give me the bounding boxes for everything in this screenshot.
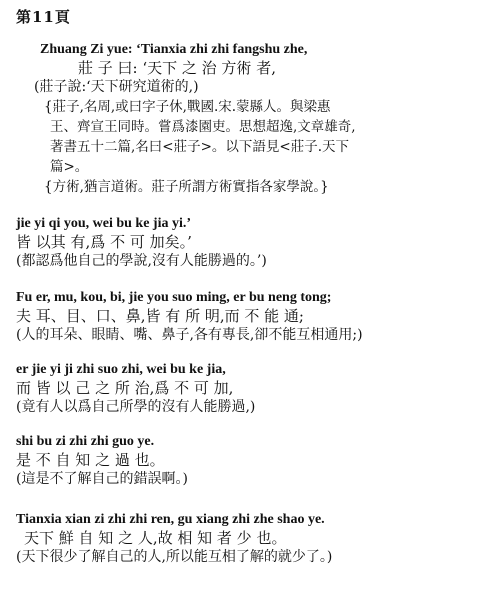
paraphrase-line: (天下很少了解自己的人,所以能互相了解的就少了。) [16,549,333,565]
chinese-line: 而 皆 以 己 之 所 治,爲 不 可 加, [16,379,234,397]
passage-block-2 [0,214,500,271]
gloss-note-line: 王、齊宣王同時。嘗爲漆園吏。思想超逸,文章雄奇, [50,119,356,135]
chinese-line: 莊 子 曰: ‘天下 之 治 方術 者, [78,59,276,77]
chinese-line: 是 不 自 知 之 過 也。 [16,451,165,469]
paraphrase-line: (竟有人以爲自己所學的沒有人能勝過,) [16,399,256,415]
paraphrase-line: (都認爲他自己的學說,沒有人能勝過的。’) [16,253,267,269]
paraphrase-line: (莊子說:‘天下研究道術的,) [34,79,199,95]
chinese-line: 天下 鮮 自 知 之 人,故 相 知 者 少 也。 [24,529,287,547]
romanization-line: shi bu zi zhi zhi guo ye. [16,434,155,449]
gloss-note-line: {方術,猶言道術。莊子所謂方術實指各家學說。} [44,179,329,195]
romanization-line: jie yi qi you, wei bu ke jia yi.’ [16,216,192,231]
passage-block-6 [0,510,500,567]
gloss-note-line: 篇>。 [50,159,89,175]
gloss-note-line: 著書五十二篇,名曰<莊子>。以下語見<莊子.天下 [50,139,350,155]
gloss-note-line: {莊子,名周,或曰字子休,戰國.宋.蒙縣人。與梁惠 [44,99,331,115]
passage-block-4 [0,360,500,417]
page-number-label: 第11頁 [16,8,71,26]
paraphrase-line: (人的耳朵、眼睛、嘴、鼻子,各有專長,卻不能互相通用;) [16,327,363,343]
passage-block-5 [0,432,500,489]
paraphrase-line: (這是不了解自己的錯誤啊。) [16,471,188,487]
romanization-line: Fu er, mu, kou, bi, jie you suo ming, er bu neng tong; [16,290,332,305]
chinese-line: 皆 以其 有,爲 不 可 加矣。’ [16,233,192,251]
romanization-line: Tianxia xian zi zhi zhi ren, gu xiang zhi zhe shao ye. [16,512,325,527]
romanization-line: Zhuang Zi yue: ‘Tianxia zhi zhi fangshu zhe, [40,42,308,57]
passage-block-3 [0,288,500,345]
passage-block-1 [0,40,500,197]
chinese-line: 夫 耳、目、口、鼻,皆 有 所 明,而 不 能 通; [16,307,304,325]
romanization-line: er jie yi ji zhi suo zhi, wei bu ke jia, [16,362,226,377]
